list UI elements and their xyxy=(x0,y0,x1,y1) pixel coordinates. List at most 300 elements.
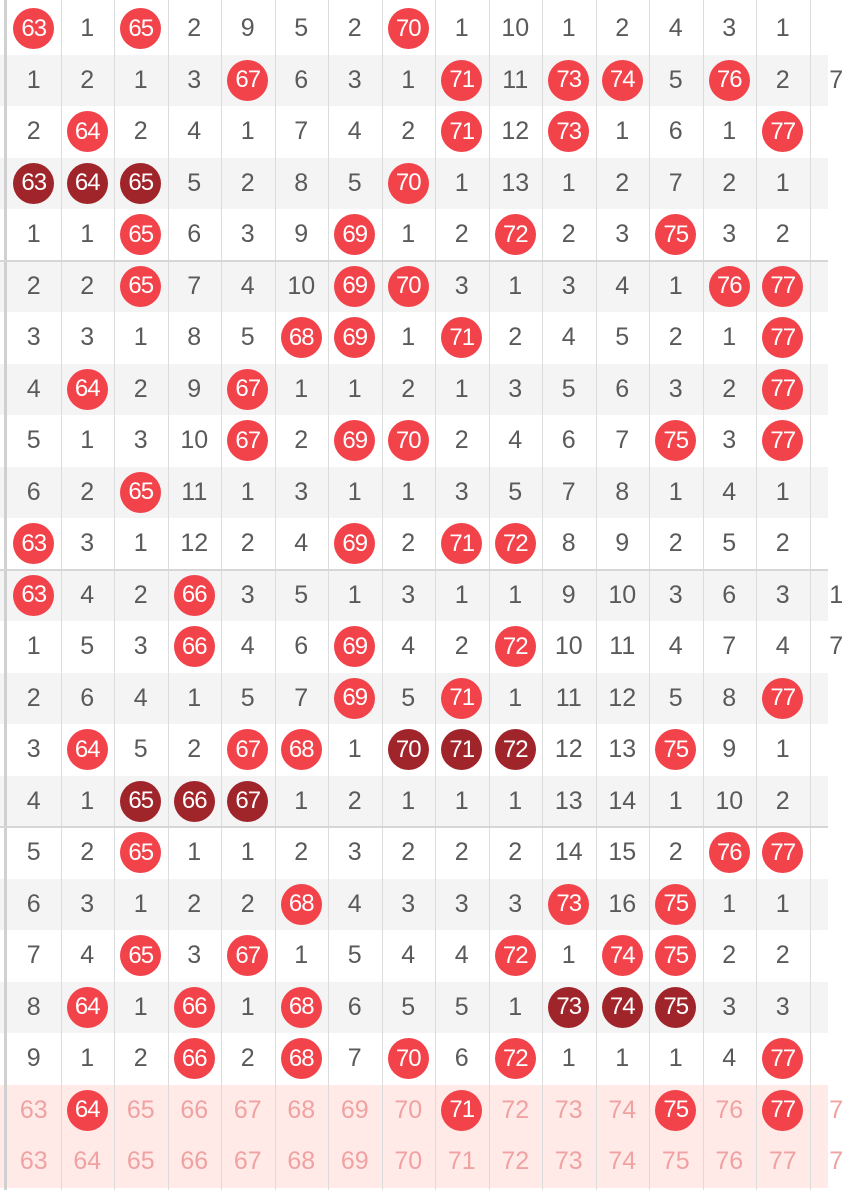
miss-count: 5 xyxy=(668,65,683,94)
drawn-number-ball: 69 xyxy=(334,317,375,358)
grid-cell xyxy=(275,106,329,158)
miss-count: 1 xyxy=(454,374,469,403)
grid-cell xyxy=(542,982,596,1034)
drawn-number-ball: 64 xyxy=(67,1090,108,1131)
miss-count: 7 xyxy=(829,632,844,661)
grid-cell xyxy=(328,1033,382,1085)
miss-count: 10 xyxy=(715,786,744,815)
miss-count: 1 xyxy=(347,477,362,506)
grid-cell xyxy=(489,1136,543,1188)
miss-count: 74 xyxy=(608,1147,637,1176)
miss-count: 9 xyxy=(187,374,202,403)
grid-cell xyxy=(810,467,863,519)
miss-count: 5 xyxy=(401,683,416,712)
miss-count: 2 xyxy=(133,117,148,146)
grid-cell xyxy=(275,621,329,673)
grid-cell xyxy=(596,415,650,467)
grid-cell xyxy=(168,158,222,210)
drawn-number-ball: 64 xyxy=(67,111,108,152)
grid-cell xyxy=(221,3,275,55)
drawn-number-ball: 69 xyxy=(334,214,375,255)
grid-cell xyxy=(542,55,596,107)
miss-count: 4 xyxy=(133,683,148,712)
grid-cell xyxy=(221,158,275,210)
drawn-number-ball: 77 xyxy=(762,832,803,873)
miss-count: 1 xyxy=(508,992,523,1021)
miss-count: 3 xyxy=(80,529,95,558)
miss-count: 6 xyxy=(668,117,683,146)
miss-count: 1 xyxy=(561,14,576,43)
drawn-number-ball: 72 xyxy=(495,214,536,255)
grid-cell xyxy=(328,673,382,725)
grid-column-divider xyxy=(542,0,543,1190)
grid-cell xyxy=(7,570,61,622)
grid-cell xyxy=(275,776,329,828)
drawn-number-ball: 72 xyxy=(495,523,536,564)
miss-count: 2 xyxy=(187,14,202,43)
miss-count: 5 xyxy=(668,683,683,712)
grid-cell xyxy=(382,776,436,828)
miss-count: 6 xyxy=(347,992,362,1021)
grid-cell xyxy=(542,209,596,261)
miss-count: 1 xyxy=(775,168,790,197)
miss-count: 1 xyxy=(722,889,737,918)
grid-cell xyxy=(221,1136,275,1188)
grid-cell xyxy=(489,827,543,879)
miss-count: 2 xyxy=(133,580,148,609)
grid-cell xyxy=(275,879,329,931)
grid-cell xyxy=(649,879,703,931)
grid-cell xyxy=(489,467,543,519)
grid-cell xyxy=(756,467,810,519)
drawn-number-ball: 74 xyxy=(602,935,643,976)
miss-count: 1 xyxy=(26,65,41,94)
miss-count: 4 xyxy=(668,14,683,43)
miss-count: 4 xyxy=(187,117,202,146)
grid-cell xyxy=(756,312,810,364)
miss-count: 5 xyxy=(347,941,362,970)
miss-count: 77 xyxy=(768,1147,797,1176)
miss-count: 2 xyxy=(26,683,41,712)
grid-cell xyxy=(756,724,810,776)
miss-count: 7 xyxy=(347,1044,362,1073)
miss-count: 8 xyxy=(615,477,630,506)
grid-cell xyxy=(221,1085,275,1137)
grid-cell xyxy=(168,467,222,519)
miss-count: 1 xyxy=(401,477,416,506)
grid-cell xyxy=(114,209,168,261)
miss-count: 1 xyxy=(347,735,362,764)
miss-count: 12 xyxy=(180,529,209,558)
grid-cell xyxy=(275,1085,329,1137)
drawn-number-ball: 64 xyxy=(67,369,108,410)
miss-count: 1 xyxy=(401,323,416,352)
grid-cell xyxy=(649,518,703,570)
grid-cell xyxy=(542,827,596,879)
draw-row xyxy=(0,982,828,1034)
drawn-number-ball: 77 xyxy=(762,111,803,152)
grid-cell xyxy=(221,261,275,313)
grid-cell xyxy=(168,827,222,879)
miss-count: 3 xyxy=(347,838,362,867)
grid-cell xyxy=(649,3,703,55)
grid-cell xyxy=(596,1033,650,1085)
grid-column-divider xyxy=(489,0,490,1190)
drawn-number-ball: 77 xyxy=(762,1038,803,1079)
grid-cell xyxy=(649,982,703,1034)
grid-column-divider xyxy=(275,0,276,1190)
miss-count: 7 xyxy=(294,683,309,712)
grid-cell xyxy=(7,415,61,467)
drawn-number-ball: 70 xyxy=(388,8,429,49)
miss-count: 1 xyxy=(133,323,148,352)
grid-cell xyxy=(542,312,596,364)
grid-cell xyxy=(7,776,61,828)
consecutive-number-ball: 66 xyxy=(174,781,215,822)
drawn-number-ball: 68 xyxy=(281,987,322,1028)
grid-cell xyxy=(489,570,543,622)
draw-row xyxy=(0,827,828,879)
grid-cell xyxy=(7,827,61,879)
miss-count: 4 xyxy=(347,117,362,146)
miss-count: 13 xyxy=(501,168,530,197)
grid-cell xyxy=(168,261,222,313)
grid-cell xyxy=(275,982,329,1034)
miss-count: 1 xyxy=(80,1044,95,1073)
miss-count: 3 xyxy=(454,889,469,918)
grid-cell xyxy=(114,827,168,879)
miss-count: 3 xyxy=(26,323,41,352)
drawn-number-ball: 65 xyxy=(120,8,161,49)
miss-count: 7 xyxy=(561,477,576,506)
miss-count: 2 xyxy=(615,14,630,43)
grid-cell xyxy=(649,724,703,776)
miss-count: 2 xyxy=(133,374,148,403)
draw-row xyxy=(0,158,828,210)
miss-count: 76 xyxy=(715,1095,744,1124)
grid-cell xyxy=(810,930,863,982)
grid-cell xyxy=(810,415,863,467)
grid-cell xyxy=(649,621,703,673)
miss-count: 66 xyxy=(180,1095,209,1124)
grid-cell xyxy=(703,55,757,107)
grid-cell xyxy=(649,570,703,622)
grid-cell xyxy=(7,55,61,107)
grid-cell xyxy=(542,673,596,725)
miss-count: 65 xyxy=(126,1095,155,1124)
grid-cell xyxy=(435,209,489,261)
miss-count: 2 xyxy=(454,426,469,455)
grid-cell xyxy=(756,673,810,725)
grid-cell xyxy=(221,415,275,467)
miss-count: 1 xyxy=(26,220,41,249)
grid-cell xyxy=(596,364,650,416)
miss-count: 1 xyxy=(508,271,523,300)
grid-cell xyxy=(810,106,863,158)
miss-count: 2 xyxy=(668,838,683,867)
miss-count: 1 xyxy=(80,220,95,249)
miss-count: 2 xyxy=(187,889,202,918)
grid-cell xyxy=(382,415,436,467)
grid-cell xyxy=(328,415,382,467)
grid-cell xyxy=(435,570,489,622)
grid-cell xyxy=(810,827,863,879)
miss-count: 1 xyxy=(829,580,844,609)
miss-count: 3 xyxy=(187,65,202,94)
miss-count: 5 xyxy=(615,323,630,352)
grid-cell xyxy=(489,673,543,725)
grid-cell xyxy=(542,467,596,519)
grid-cell xyxy=(810,261,863,313)
grid-cell xyxy=(221,982,275,1034)
grid-cell xyxy=(810,1085,863,1137)
miss-count: 4 xyxy=(775,632,790,661)
grid-cell xyxy=(756,982,810,1034)
grid-cell xyxy=(114,158,168,210)
drawn-number-ball: 69 xyxy=(334,523,375,564)
grid-cell xyxy=(489,415,543,467)
grid-cell xyxy=(168,106,222,158)
grid-cell xyxy=(649,1085,703,1137)
miss-count: 10 xyxy=(608,580,637,609)
miss-count: 10 xyxy=(554,632,583,661)
miss-count: 2 xyxy=(240,889,255,918)
miss-count: 9 xyxy=(26,1044,41,1073)
miss-count: 8 xyxy=(294,168,309,197)
drawn-number-ball: 76 xyxy=(709,832,750,873)
miss-count: 63 xyxy=(19,1095,48,1124)
miss-count: 3 xyxy=(668,580,683,609)
drawn-number-ball: 72 xyxy=(495,1038,536,1079)
grid-cell xyxy=(703,1136,757,1188)
grid-cell xyxy=(61,106,115,158)
miss-count: 1 xyxy=(80,786,95,815)
miss-count: 13 xyxy=(608,735,637,764)
grid-cell xyxy=(703,312,757,364)
grid-cell xyxy=(61,518,115,570)
grid-cell xyxy=(114,415,168,467)
miss-count: 1 xyxy=(454,168,469,197)
grid-cell xyxy=(489,209,543,261)
consecutive-number-ball: 70 xyxy=(388,729,429,770)
drawn-number-ball: 70 xyxy=(388,420,429,461)
miss-count: 12 xyxy=(608,683,637,712)
grid-cell xyxy=(221,776,275,828)
grid-cell xyxy=(756,1085,810,1137)
grid-cell xyxy=(596,1085,650,1137)
miss-count: 7 xyxy=(722,632,737,661)
grid-column-divider xyxy=(596,0,597,1190)
miss-count: 1 xyxy=(294,786,309,815)
miss-count: 9 xyxy=(240,14,255,43)
grid-cell xyxy=(435,415,489,467)
grid-cell xyxy=(489,106,543,158)
miss-count: 10 xyxy=(501,14,530,43)
grid-cell xyxy=(596,673,650,725)
miss-count: 1 xyxy=(133,992,148,1021)
grid-cell xyxy=(275,724,329,776)
miss-count: 63 xyxy=(19,1147,48,1176)
drawn-number-ball: 65 xyxy=(120,935,161,976)
grid-cell xyxy=(61,982,115,1034)
drawn-number-ball: 75 xyxy=(655,884,696,925)
miss-count: 4 xyxy=(80,580,95,609)
grid-cell xyxy=(382,879,436,931)
drawn-number-ball: 71 xyxy=(441,60,482,101)
drawn-number-ball: 75 xyxy=(655,935,696,976)
grid-cell xyxy=(489,312,543,364)
miss-count: 3 xyxy=(508,889,523,918)
miss-count: 2 xyxy=(347,786,362,815)
grid-cell xyxy=(221,312,275,364)
grid-cell xyxy=(756,3,810,55)
grid-cell xyxy=(649,364,703,416)
grid-cell xyxy=(114,106,168,158)
miss-count: 1 xyxy=(347,580,362,609)
grid-cell xyxy=(489,518,543,570)
miss-count: 5 xyxy=(133,735,148,764)
grid-cell xyxy=(275,312,329,364)
miss-count: 1 xyxy=(561,168,576,197)
grid-cell xyxy=(328,570,382,622)
miss-count: 3 xyxy=(454,271,469,300)
grid-cell xyxy=(7,209,61,261)
grid-cell xyxy=(542,930,596,982)
miss-count: 3 xyxy=(722,220,737,249)
miss-count: 1 xyxy=(80,426,95,455)
group-separator xyxy=(0,260,828,262)
grid-cell xyxy=(489,261,543,313)
draw-row xyxy=(0,673,828,725)
grid-cell xyxy=(168,415,222,467)
miss-count: 1 xyxy=(240,838,255,867)
consecutive-number-ball: 65 xyxy=(120,163,161,204)
grid-cell xyxy=(810,3,863,55)
miss-count: 5 xyxy=(80,632,95,661)
miss-count: 2 xyxy=(775,529,790,558)
grid-cell xyxy=(7,106,61,158)
grid-cell xyxy=(275,209,329,261)
miss-count: 8 xyxy=(26,992,41,1021)
grid-cell xyxy=(542,776,596,828)
miss-count: 1 xyxy=(347,374,362,403)
grid-cell xyxy=(542,1033,596,1085)
grid-cell xyxy=(114,518,168,570)
grid-cell xyxy=(114,1033,168,1085)
miss-count: 4 xyxy=(561,323,576,352)
miss-count: 3 xyxy=(775,580,790,609)
miss-count: 2 xyxy=(508,323,523,352)
drawn-number-ball: 68 xyxy=(281,884,322,925)
miss-count: 2 xyxy=(722,941,737,970)
grid-cell xyxy=(596,982,650,1034)
grid-cell xyxy=(168,518,222,570)
miss-count: 10 xyxy=(287,271,316,300)
miss-count: 2 xyxy=(80,271,95,300)
grid-cell xyxy=(756,415,810,467)
grid-cell xyxy=(810,55,863,107)
grid-cell xyxy=(703,776,757,828)
grid-cell xyxy=(168,1033,222,1085)
grid-cell xyxy=(61,261,115,313)
grid-cell xyxy=(382,673,436,725)
miss-count: 11 xyxy=(181,477,208,506)
grid-cell xyxy=(756,364,810,416)
miss-count: 8 xyxy=(187,323,202,352)
miss-count: 1 xyxy=(561,941,576,970)
grid-cell xyxy=(542,106,596,158)
grid-cell xyxy=(435,106,489,158)
grid-cell xyxy=(168,982,222,1034)
grid-cell xyxy=(542,158,596,210)
miss-count: 75 xyxy=(661,1147,690,1176)
summary-row xyxy=(0,1085,844,1137)
grid-cell xyxy=(649,209,703,261)
drawn-number-ball: 71 xyxy=(441,317,482,358)
grid-cell xyxy=(168,312,222,364)
grid-cell xyxy=(7,518,61,570)
miss-count: 70 xyxy=(394,1147,423,1176)
grid-cell xyxy=(382,1033,436,1085)
grid-cell xyxy=(810,364,863,416)
miss-count: 4 xyxy=(401,941,416,970)
grid-cell xyxy=(382,982,436,1034)
grid-cell xyxy=(649,1136,703,1188)
miss-count: 2 xyxy=(133,1044,148,1073)
miss-count: 2 xyxy=(401,117,416,146)
grid-cell xyxy=(756,518,810,570)
grid-cell xyxy=(810,158,863,210)
grid-cell xyxy=(596,621,650,673)
grid-cell xyxy=(649,261,703,313)
grid-cell xyxy=(7,982,61,1034)
grid-cell xyxy=(435,982,489,1034)
miss-count: 70 xyxy=(394,1095,423,1124)
miss-count: 3 xyxy=(722,992,737,1021)
grid-cell xyxy=(542,3,596,55)
miss-count: 5 xyxy=(347,168,362,197)
grid-cell xyxy=(596,55,650,107)
group-separator xyxy=(0,569,828,571)
grid-cell xyxy=(382,55,436,107)
miss-count: 69 xyxy=(340,1095,369,1124)
miss-count: 13 xyxy=(554,786,583,815)
drawn-number-ball: 66 xyxy=(174,1038,215,1079)
miss-count: 11 xyxy=(609,632,636,661)
grid-cell xyxy=(7,312,61,364)
grid-cell xyxy=(328,158,382,210)
grid-cell xyxy=(596,209,650,261)
grid-cell xyxy=(756,1136,810,1188)
miss-count: 1 xyxy=(294,374,309,403)
miss-count: 14 xyxy=(554,838,583,867)
grid-cell xyxy=(328,55,382,107)
miss-count: 76 xyxy=(715,1147,744,1176)
grid-cell xyxy=(114,673,168,725)
consecutive-number-ball: 72 xyxy=(495,729,536,770)
miss-count: 2 xyxy=(775,220,790,249)
drawn-number-ball: 77 xyxy=(762,678,803,719)
grid-cell xyxy=(275,3,329,55)
miss-count: 7 xyxy=(294,117,309,146)
grid-cell xyxy=(435,1085,489,1137)
drawn-number-ball: 64 xyxy=(67,987,108,1028)
miss-count: 2 xyxy=(454,220,469,249)
miss-count: 72 xyxy=(501,1147,530,1176)
miss-count: 4 xyxy=(240,271,255,300)
grid-cell xyxy=(810,209,863,261)
miss-count: 5 xyxy=(294,14,309,43)
